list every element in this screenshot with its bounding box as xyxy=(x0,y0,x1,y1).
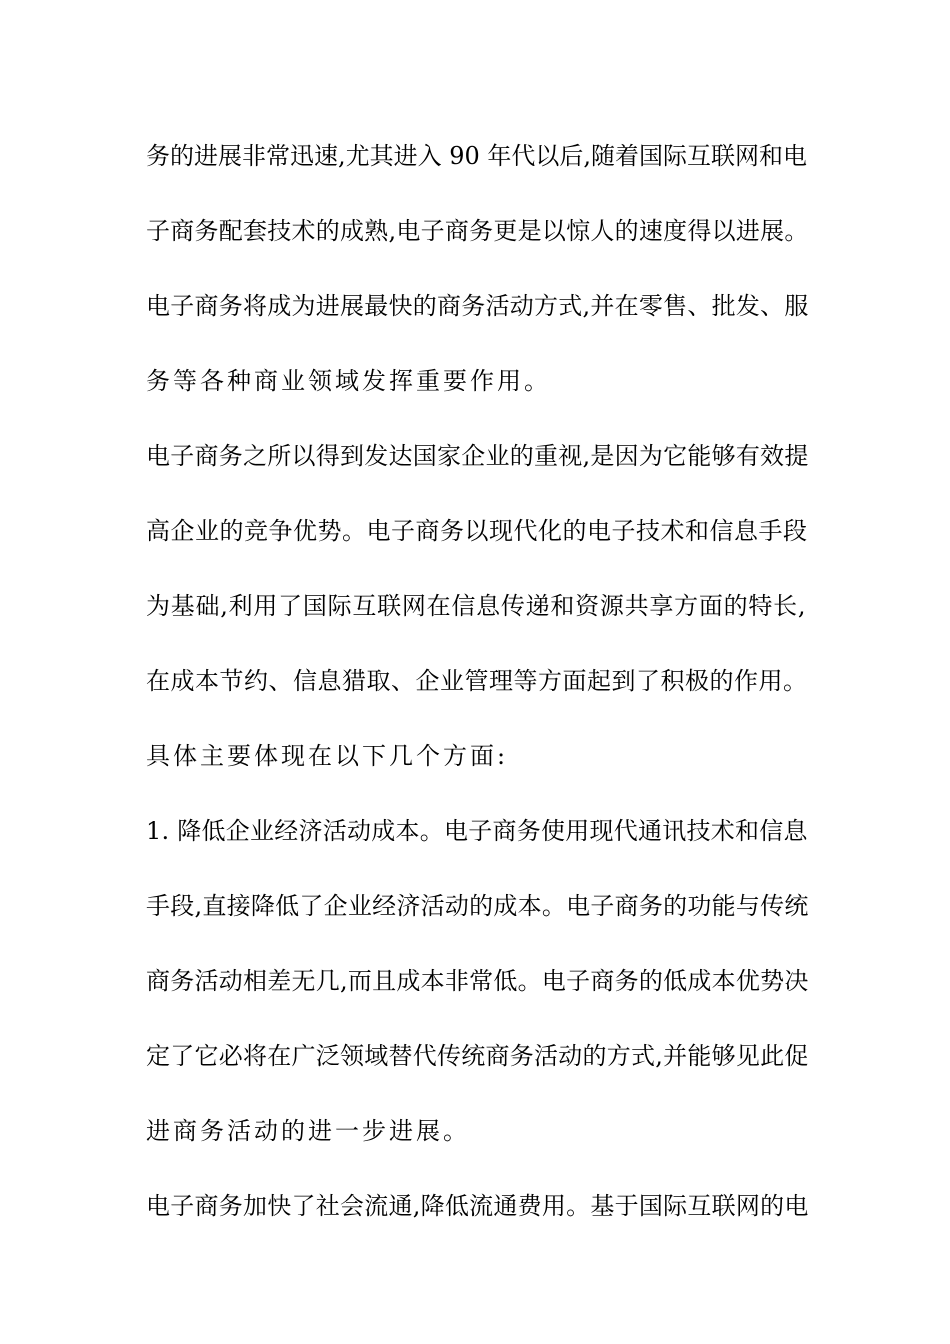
text-line: 务等各种商业领域发挥重要作用。 xyxy=(146,367,551,395)
text-line: 在成本节约、信息猎取、企业管理等方面起到了积极的作用。 xyxy=(146,667,808,695)
text-line: 进商务活动的进一步进展。 xyxy=(146,1117,470,1145)
text-line: 定了它必将在广泛领域替代传统商务活动的方式,并能够见此促 xyxy=(146,1042,809,1070)
text-line: 高企业的竞争优势。电子商务以现代化的电子技术和信息手段 xyxy=(146,517,808,545)
text-line: 商务活动相差无几,而且成本非常低。电子商务的低成本优势决 xyxy=(146,967,809,995)
text-line: 子商务配套技术的成熟,电子商务更是以惊人的速度得以进展。 xyxy=(146,217,809,245)
text-line: 1. 降低企业经济活动成本。电子商务使用现代通讯技术和信息 xyxy=(146,817,808,845)
text-line: 为基础,利用了国际互联网在信息传递和资源共享方面的特长, xyxy=(146,592,807,620)
text-line: 具体主要体现在以下几个方面: xyxy=(146,742,509,770)
text-line: 务的进展非常迅速,尤其进入 90 年代以后,随着国际互联网和电 xyxy=(146,142,808,170)
text-line: 手段,直接降低了企业经济活动的成本。电子商务的功能与传统 xyxy=(146,892,809,920)
text-line: 电子商务将成为进展最快的商务活动方式,并在零售、批发、服 xyxy=(146,292,809,320)
text-line: 电子商务之所以得到发达国家企业的重视,是因为它能够有效提 xyxy=(146,442,809,470)
text-line: 电子商务加快了社会流通,降低流通费用。基于国际互联网的电 xyxy=(146,1192,809,1220)
